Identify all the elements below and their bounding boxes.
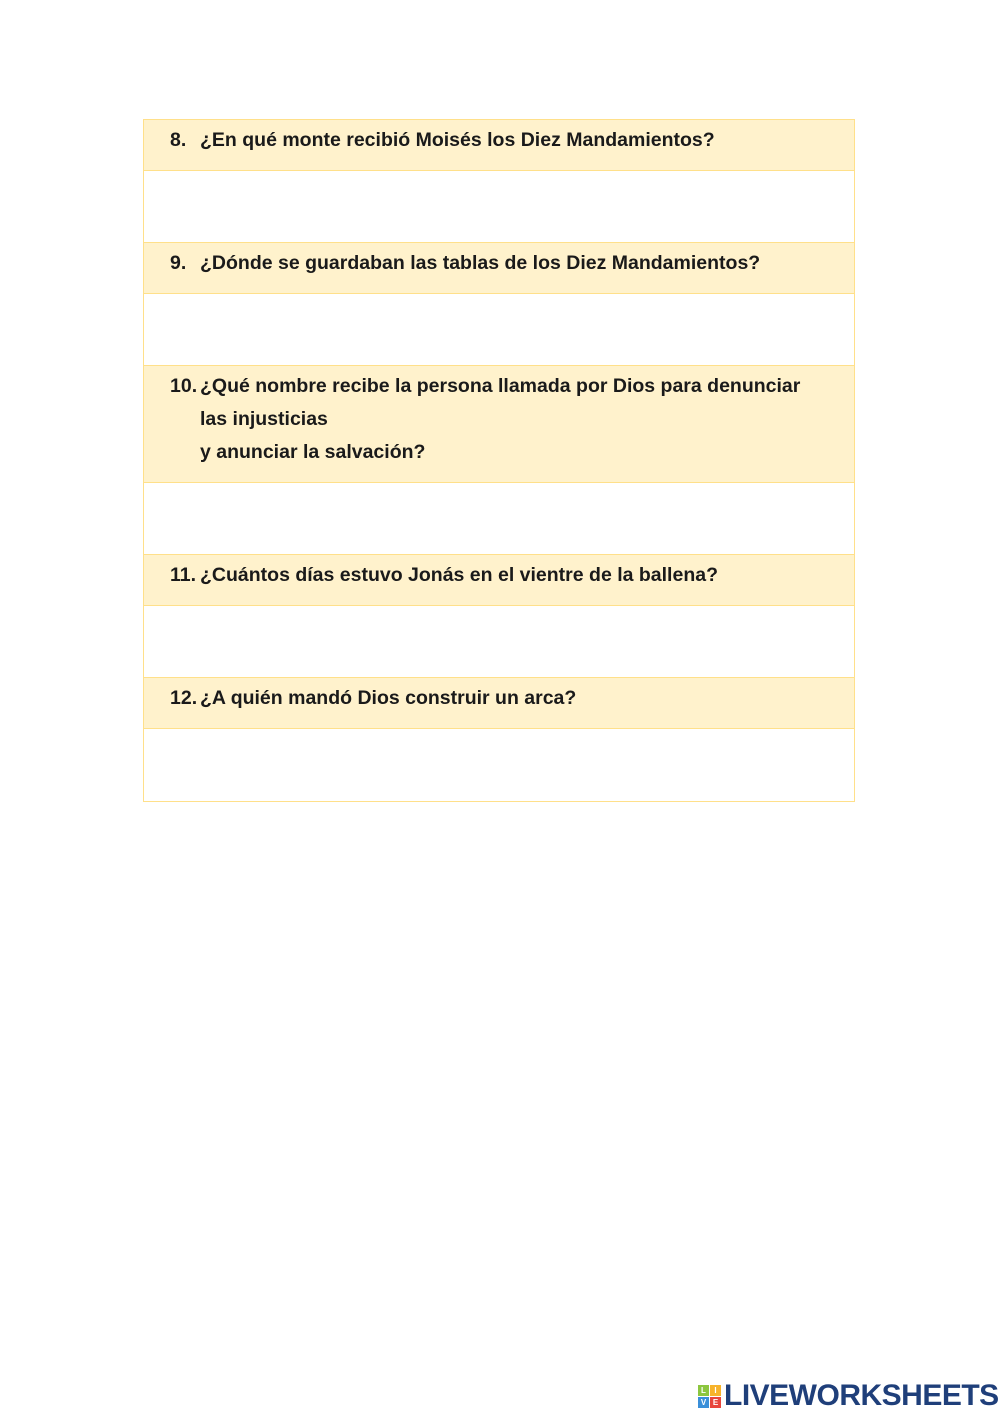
answer-field-8[interactable] xyxy=(144,171,854,243)
question-number: 8. xyxy=(170,129,187,151)
question-text: ¿Cuántos días estuvo Jonás en el vientre de la ballena? xyxy=(200,564,718,586)
question-text: ¿En qué monte recibió Moisés los Diez Mandamientos? xyxy=(200,129,715,151)
answer-field-11[interactable] xyxy=(144,606,854,678)
question-number: 12. xyxy=(170,687,198,709)
question-10 xyxy=(144,366,854,483)
questions-table xyxy=(143,119,855,802)
logo-tile: I xyxy=(710,1385,721,1396)
answer-field-9[interactable] xyxy=(144,294,854,366)
logo-text: LIVEWORKSHEETS xyxy=(724,1379,999,1412)
question-text: y anunciar la salvación? xyxy=(200,441,426,463)
logo-tile: L xyxy=(698,1385,709,1396)
question-12 xyxy=(144,678,854,729)
question-11 xyxy=(144,555,854,606)
question-number: 11. xyxy=(170,564,197,586)
logo-tiles-icon xyxy=(698,1385,721,1408)
logo-tile: E xyxy=(710,1397,721,1408)
question-8 xyxy=(144,120,854,171)
question-9 xyxy=(144,243,854,294)
question-text: ¿Dónde se guardaban las tablas de los Diez Mandamientos? xyxy=(200,252,761,274)
question-text: ¿A quién mandó Dios construir un arca? xyxy=(200,687,577,709)
question-number: 9. xyxy=(170,252,187,274)
question-number: 10. xyxy=(170,375,198,397)
logo-tile: V xyxy=(698,1397,709,1408)
answer-field-10[interactable] xyxy=(144,483,854,555)
question-text: ¿Qué nombre recibe la persona llamada por Dios para denunciar xyxy=(200,375,801,397)
question-text: las injusticias xyxy=(200,408,328,430)
liveworksheets-logo xyxy=(698,1379,999,1413)
answer-field-12[interactable] xyxy=(144,729,854,801)
